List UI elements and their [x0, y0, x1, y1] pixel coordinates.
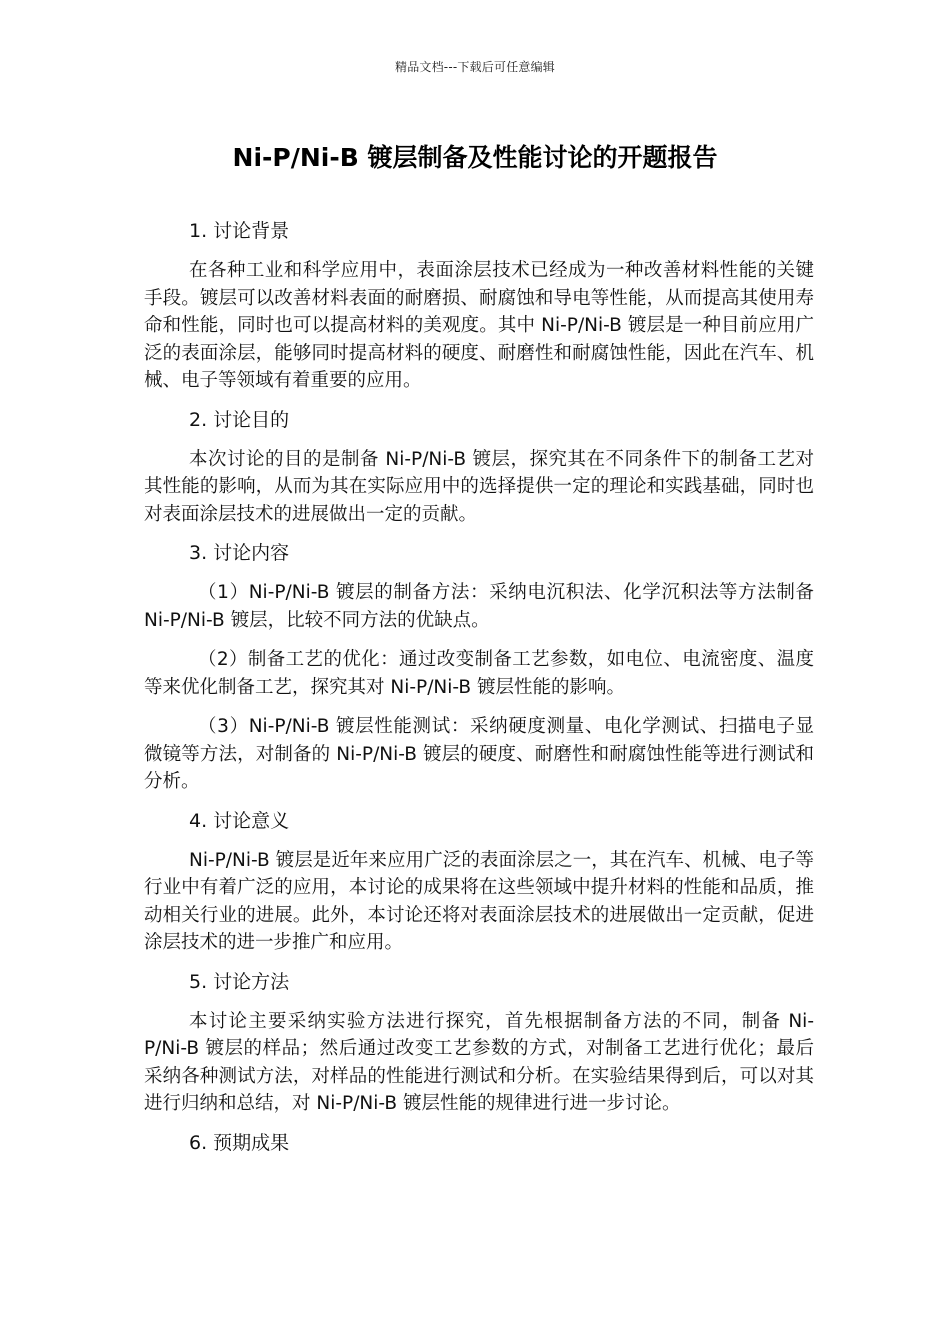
- paragraph: 在各种工业和科学应用中，表面涂层技术已经成为一种改善材料性能的关键手段。镀层可以改善材料表面的耐磨损、耐腐蚀和导电等性能，从而提高其使用寿命和性能，同时也可以提高材料的美观度。其中 Ni-P/Ni-B 镀层是一种目前应用广泛的表面涂层，能够同时提高材料的硬度、耐磨性和耐腐蚀性能，因此在汽车、机械、电子等领域有着重要的应用。: [144, 260, 814, 391]
- section-purpose: [144, 407, 814, 529]
- section-heading: 2. 讨论目的: [189, 408, 290, 431]
- section-expected-results: [144, 1130, 814, 1157]
- list-item: （1）Ni-P/Ni-B 镀层的制备方法：采纳电沉积法、化学沉积法等方法制备 Ni-P/Ni-B 镀层，比较不同方法的优缺点。: [144, 582, 814, 631]
- section-heading: 6. 预期成果: [189, 1131, 290, 1154]
- paragraph: 本次讨论的目的是制备 Ni-P/Ni-B 镀层，探究其在不同条件下的制备工艺对其性能的影响，从而为其在实际应用中的选择提供一定的理论和实践基础，同时也对表面涂层技术的进展做出一定的贡献。: [144, 448, 814, 525]
- section-significance: [144, 808, 814, 957]
- paragraph: 本讨论主要采纳实验方法进行探究，首先根据制备方法的不同，制备 Ni-P/Ni-B 镀层的样品；然后通过改变工艺参数的方式，对制备工艺进行优化；最后采纳各种测试方法，对样品的性能进行测试和分析。在实验结果得到后，可以对其进行归纳和总结，对 Ni-P/Ni-B 镀层性能的规律进行进一步讨论。: [144, 1010, 814, 1114]
- list-item: （2）制备工艺的优化：通过改变制备工艺参数，如电位、电流密度、温度等来优化制备工艺，探究其对 Ni-P/Ni-B 镀层性能的影响。: [144, 649, 814, 698]
- section-method: [144, 969, 814, 1118]
- section-heading: 4. 讨论意义: [189, 809, 290, 832]
- section-heading: 3. 讨论内容: [189, 542, 290, 564]
- list-item: （3）Ni-P/Ni-B 镀层性能测试：采纳硬度测量、电化学测试、扫描电子显微镜等方法，对制备的 Ni-P/Ni-B 镀层的硬度、耐磨性和耐腐蚀性能等进行测试和分析。: [144, 716, 814, 792]
- page-header: 精品文档---下载后可任意编辑: [395, 60, 555, 74]
- section-content: [144, 540, 814, 796]
- section-heading: 1. 讨论背景: [189, 220, 290, 242]
- paragraph: Ni-P/Ni-B 镀层是近年来应用广泛的表面涂层之一，其在汽车、机械、电子等行业中有着广泛的应用，本讨论的成果将在这些领域中提升材料的性能和品质，推动相关行业的进展。此外，本讨论还将对表面涂层技术的进展做出一定贡献，促进涂层技术的进一步推广和应用。: [144, 849, 814, 953]
- document-body: [144, 218, 814, 1169]
- document-title: Ni-P/Ni-B 镀层制备及性能讨论的开题报告: [232, 143, 718, 172]
- section-background: [144, 218, 814, 395]
- section-heading: 5. 讨论方法: [189, 970, 290, 993]
